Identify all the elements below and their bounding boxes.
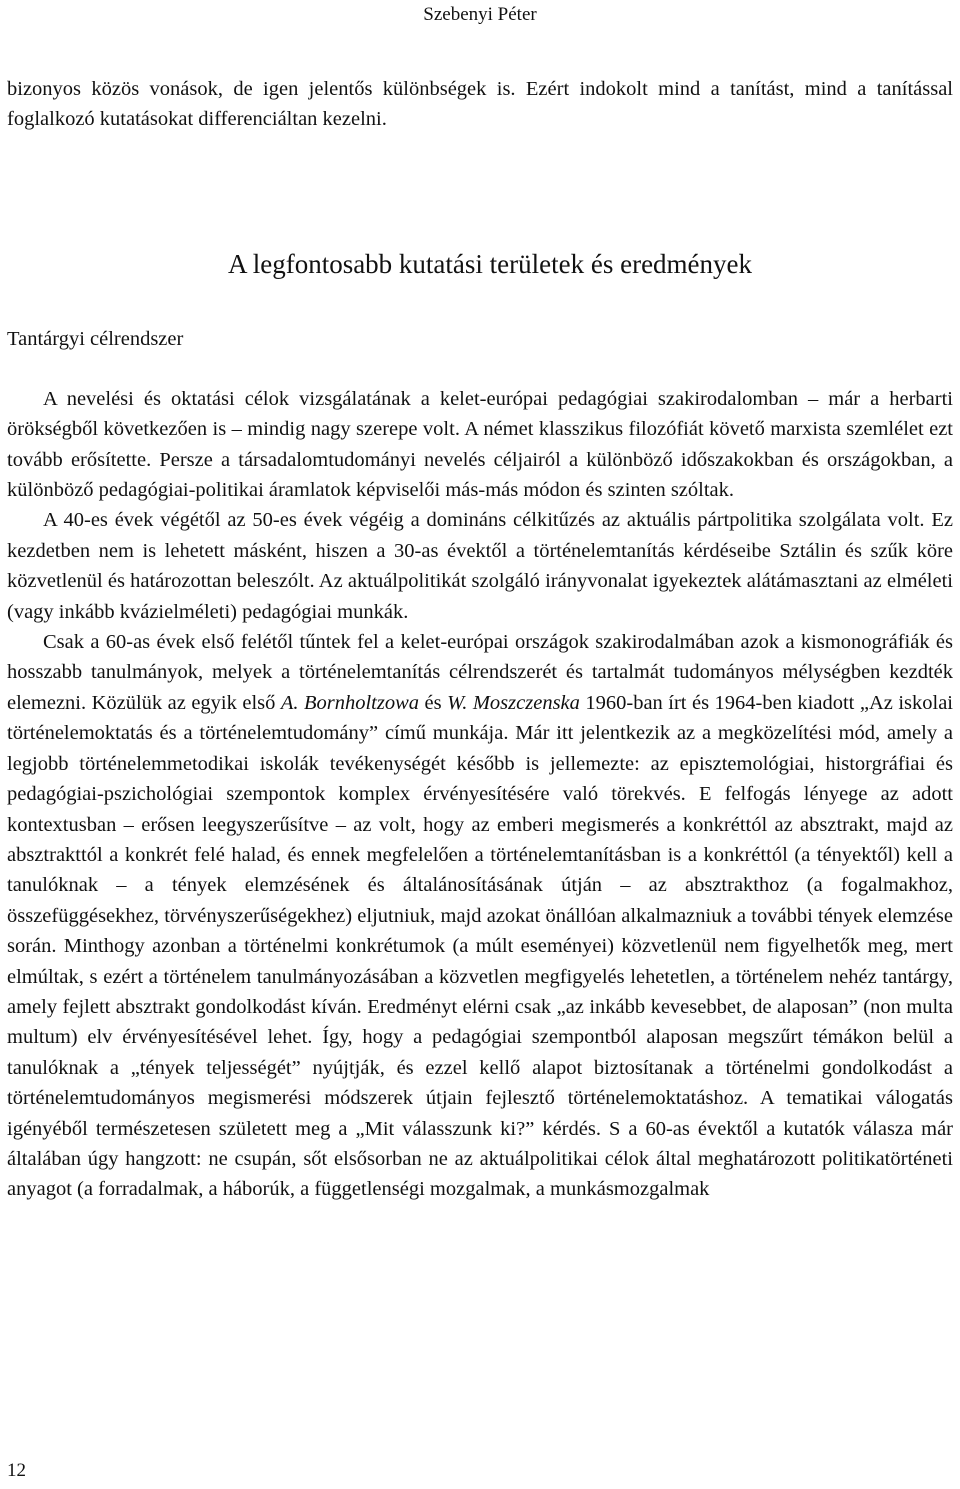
body-paragraph [7, 627, 953, 1205]
author-name: A. Bornholtzowa [280, 691, 420, 714]
body-paragraph: A 40-es évek végétől az 50-es évek végéig a domináns célkitűzés az aktuális pártpolitika szolgálata volt. Ez kezdetben nem is lehetett másként, hiszen a 30-as évektől a történelemtanítás kérdéseibe Sztálin és szűk köre közvetlenül és határozottan beleszólt. Az aktuálpolitikát szolgáló irányvonalat igyekeztek alátámasztani az elméleti (vagy inkább kvázielméleti) pedagógiai munkák. [7, 509, 953, 623]
subsection-title: Tantárgyi célrendszer [7, 327, 184, 350]
paragraph-text: Csak a 60-as évek első felétől tűntek fel a kelet-európai országok szakirodalmában azok a kismonográfiák és hosszabb tanulmányok, melyek a történelemtanítás célrendszerét és tartalmát tudományos mélységben kezdték elemezni. Közülük az egyik első [7, 631, 953, 714]
running-head: Szebenyi Péter [423, 4, 537, 25]
page-body [7, 74, 953, 1205]
page-number: 12 [7, 1460, 26, 1481]
section-title: A legfontosabb kutatási területek és eredmények [227, 248, 753, 279]
paragraph-text: 1960-ban írt és 1964-ben kiadott „Az iskolai történelemoktatás és a történelemtudomány” című munkája. Már itt jelentkezik az a megközelítési mód, amely a legjobb történelemmetodikai iskolák tevékenységét később is jellemezte: az episztemológiai, historgráfiai és pedagógiai-pszichológiai szempontok komplex érvényesítésére való törekvés. E felfogás lényege az adott kontextusban – erősen leegyszerűsítve – az volt, hogy az emberi megismerés a konkréttól az absztrakt, majd az absztrakttól a konkrét felé halad, és ennek megfelelően a történelemtanításban is a konkréttól (a tényektől) kell a tanulóknak – a tények elemzésének és általánosításának útján – az absztrakthoz (a fogalmakhoz, összefüggésekhez, törvényszerűségekhez) eljutniuk, majd azokat önállóan alkalmazniuk a további tények elemzése során. Minthogy azonban a történelmi konkrétumok (a múlt eseményei) közvetlenül nem figyelhetők meg, mert elmúltak, s ezért a történelem tanulmányozásában a közvetlen megfigyelés lehetetlen, a történelem nehéz tantárgy, amely fejlett absztrakt gondolkodást kíván. Eredményt elérni csak „az inkább kevesebbet, de alaposan” (non multa multum) elv érvényesítésével lehet. Ígу, hogy a pedagógiai szempontból alaposan megszűrt témákon belül a tanulóknak a „tények teljességét” nyújtják, és ezzel kellő alapot biztosítanak a történelmi gondolkodást a történelemtudományos megismerési módszerek útjain fejlesztő történelemoktatáshoz. A tematikai válogatás igényéből természetesen született meg a „Mit válasszunk ki?” kérdés. S a 60-as évektől a kutatók válasza már általában úgy hangzott: ne csupán, sőt elsősorban ne az aktuálpolitikai célok által meghatározott politikatörténeti anyagot (a forradalmak, a háborúk, a függetlenségi mozgalmak, a munkásmozgalmak [7, 691, 953, 1201]
author-name: W. Moszczenska [447, 691, 580, 714]
paragraph-text: és [419, 691, 448, 714]
intro-paragraph: bizonyos közös vonások, de igen jelentős különbségek is. Ezért indokolt mind a tanítást, mind a tanítással foglalkozó kutatásokat differenciáltan kezelni. [7, 78, 953, 131]
body-paragraph: A nevelési és oktatási célok vizsgálatának a kelet-európai pedagógiai szakirodalomban – már a herbarti örökségből következően is – mindig nagy szerepe volt. A német klasszikus filozófiát követő marxista szemlélet ezt tovább erősítette. Persze a társadalomtudományi nevelés céljairól a különböző időszakokban és országokban, a különböző pedagógiai-politikai áramlatok képviselői más-más módon és szinten szóltak. [7, 387, 953, 502]
